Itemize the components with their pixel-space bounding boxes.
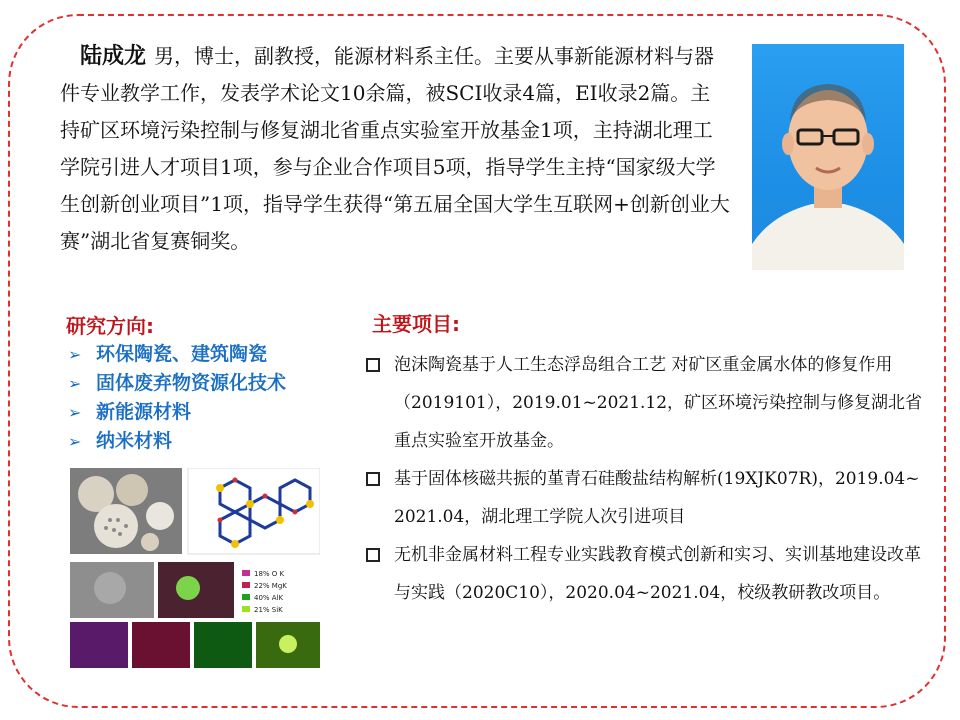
arrow-bullet-icon: ➢	[68, 403, 82, 422]
material-images	[70, 468, 320, 668]
square-bullet-icon	[366, 548, 380, 562]
legend-mg: 22% MgK	[254, 582, 287, 590]
research-heading: 研究方向:	[66, 314, 154, 338]
legend-o: 18% O K	[254, 570, 285, 578]
research-list	[68, 340, 286, 456]
projects-heading: 主要项目:	[372, 312, 460, 336]
project-item: 基于固体核磁共振的堇青石硅酸盐结构解析(19XJK07R)，2019.04~ 2021.04，湖北理工学院人次引进项目	[366, 460, 926, 536]
research-figure-collage	[70, 468, 320, 668]
profile-bio	[60, 38, 730, 260]
portrait-illustration	[752, 44, 904, 270]
legend-al: 40% AlK	[254, 594, 284, 602]
legend-si: 21% SiK	[254, 606, 283, 614]
research-item: ➢ 纳米材料	[68, 427, 286, 456]
research-item: ➢ 固体废弃物资源化技术	[68, 369, 286, 398]
bio-text: 男，博士，副教授，能源材料系主任。主要从事新能源材料与器件专业教学工作，发表学术论文10余篇，被SCI收录4篇，EI收录2篇。主持矿区环境污染控制与修复湖北省重点实验室开放基金1项，主持湖北理工学院引进人才项目1项，参与企业合作项目5项，指导学生主持“国家级大学生创新创业项目”1项，指导学生获得“第五届全国大学生互联网+创新创业大赛”湖北省复赛铜奖。	[60, 44, 730, 253]
research-item: ➢ 新能源材料	[68, 398, 286, 427]
arrow-bullet-icon: ➢	[68, 374, 82, 393]
project-item: 泡沫陶瓷基于人工生态浮岛组合工艺 对矿区重金属水体的修复作用（2019101），2019.01~2021.12，矿区环境污染控制与修复湖北省重点实验室开放基金。	[366, 346, 926, 460]
square-bullet-icon	[366, 472, 380, 486]
person-name: 陆成龙	[80, 44, 147, 69]
arrow-bullet-icon: ➢	[68, 432, 82, 451]
research-item: ➢ 环保陶瓷、建筑陶瓷	[68, 340, 286, 369]
projects-list	[366, 346, 926, 612]
square-bullet-icon	[366, 358, 380, 372]
portrait-photo	[752, 44, 904, 270]
arrow-bullet-icon: ➢	[68, 345, 82, 364]
project-item: 无机非金属材料工程专业实践教育模式创新和实习、实训基地建设改革与实践（2020C10），2020.04~2021.04，校级教研教改项目。	[366, 536, 926, 612]
